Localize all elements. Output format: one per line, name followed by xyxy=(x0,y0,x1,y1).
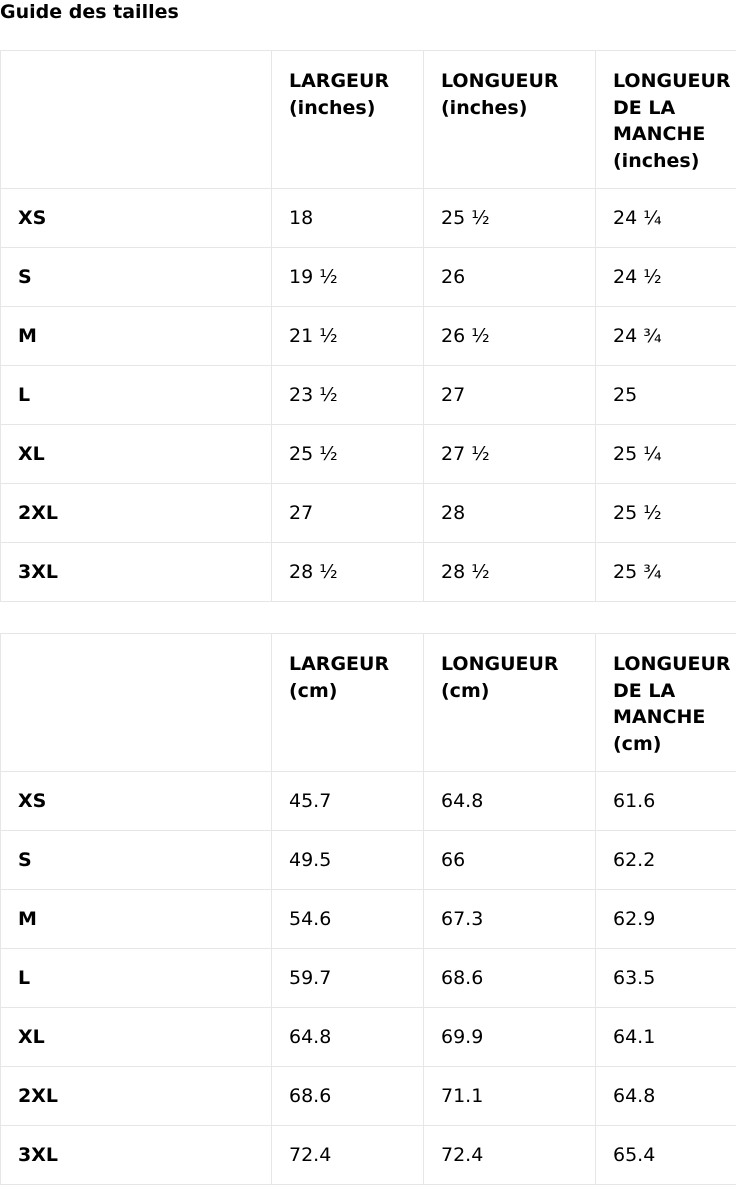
length-cell: 28 xyxy=(424,484,596,543)
sleeve-cell: 62.9 xyxy=(596,890,736,949)
size-label: XS xyxy=(1,189,272,248)
width-cell: 18 xyxy=(272,189,424,248)
header-cell-length: LONGUEUR (inches) xyxy=(424,51,596,189)
header-cell-length: LONGUEUR (cm) xyxy=(424,634,596,772)
size-label: XL xyxy=(1,1008,272,1067)
length-cell: 68.6 xyxy=(424,949,596,1008)
header-cell-sleeve-length: LONGUEUR DE LA MANCHE (inches) xyxy=(596,51,736,189)
size-label: M xyxy=(1,890,272,949)
length-cell: 28 ½ xyxy=(424,543,596,602)
table-row xyxy=(1,248,736,307)
size-label: XL xyxy=(1,425,272,484)
header-cell-width: LARGEUR (inches) xyxy=(272,51,424,189)
table-row xyxy=(1,543,736,602)
length-cell: 26 ½ xyxy=(424,307,596,366)
length-cell: 27 ½ xyxy=(424,425,596,484)
table-row xyxy=(1,425,736,484)
width-cell: 64.8 xyxy=(272,1008,424,1067)
size-label: 2XL xyxy=(1,484,272,543)
length-cell: 66 xyxy=(424,831,596,890)
sleeve-cell: 64.8 xyxy=(596,1067,736,1126)
size-label: S xyxy=(1,248,272,307)
width-cell: 68.6 xyxy=(272,1067,424,1126)
width-cell: 25 ½ xyxy=(272,425,424,484)
width-cell: 28 ½ xyxy=(272,543,424,602)
sleeve-cell: 64.1 xyxy=(596,1008,736,1067)
header-cell-empty xyxy=(1,634,272,772)
table-row xyxy=(1,949,736,1008)
sleeve-cell: 24 ¾ xyxy=(596,307,736,366)
sleeve-cell: 25 ½ xyxy=(596,484,736,543)
table-row xyxy=(1,366,736,425)
size-label: S xyxy=(1,831,272,890)
size-label: XS xyxy=(1,772,272,831)
width-cell: 21 ½ xyxy=(272,307,424,366)
sleeve-cell: 63.5 xyxy=(596,949,736,1008)
size-label: 3XL xyxy=(1,1126,272,1185)
table-header-row xyxy=(1,634,736,772)
length-cell: 67.3 xyxy=(424,890,596,949)
width-cell: 72.4 xyxy=(272,1126,424,1185)
header-cell-sleeve-length: LONGUEUR DE LA MANCHE (cm) xyxy=(596,634,736,772)
size-label: L xyxy=(1,366,272,425)
table-row xyxy=(1,772,736,831)
table-header-row xyxy=(1,51,736,189)
length-cell: 64.8 xyxy=(424,772,596,831)
width-cell: 54.6 xyxy=(272,890,424,949)
width-cell: 23 ½ xyxy=(272,366,424,425)
size-label: L xyxy=(1,949,272,1008)
table-row xyxy=(1,1126,736,1185)
table-row xyxy=(1,189,736,248)
sleeve-cell: 25 xyxy=(596,366,736,425)
length-cell: 25 ½ xyxy=(424,189,596,248)
width-cell: 19 ½ xyxy=(272,248,424,307)
width-cell: 59.7 xyxy=(272,949,424,1008)
size-label: 3XL xyxy=(1,543,272,602)
size-table-cm xyxy=(0,633,736,1185)
size-label: 2XL xyxy=(1,1067,272,1126)
sleeve-cell: 61.6 xyxy=(596,772,736,831)
size-label: M xyxy=(1,307,272,366)
sleeve-cell: 62.2 xyxy=(596,831,736,890)
sleeve-cell: 25 ¼ xyxy=(596,425,736,484)
sleeve-cell: 24 ¼ xyxy=(596,189,736,248)
length-cell: 71.1 xyxy=(424,1067,596,1126)
size-table-inches xyxy=(0,50,736,602)
length-cell: 26 xyxy=(424,248,596,307)
sleeve-cell: 24 ½ xyxy=(596,248,736,307)
length-cell: 72.4 xyxy=(424,1126,596,1185)
table-row xyxy=(1,890,736,949)
length-cell: 27 xyxy=(424,366,596,425)
table-row xyxy=(1,1067,736,1126)
header-cell-width: LARGEUR (cm) xyxy=(272,634,424,772)
width-cell: 49.5 xyxy=(272,831,424,890)
width-cell: 45.7 xyxy=(272,772,424,831)
table-row xyxy=(1,1008,736,1067)
page-title: Guide des tailles xyxy=(0,1,179,23)
length-cell: 69.9 xyxy=(424,1008,596,1067)
table-row xyxy=(1,307,736,366)
table-row xyxy=(1,484,736,543)
width-cell: 27 xyxy=(272,484,424,543)
table-row xyxy=(1,831,736,890)
sleeve-cell: 65.4 xyxy=(596,1126,736,1185)
sleeve-cell: 25 ¾ xyxy=(596,543,736,602)
header-cell-empty xyxy=(1,51,272,189)
